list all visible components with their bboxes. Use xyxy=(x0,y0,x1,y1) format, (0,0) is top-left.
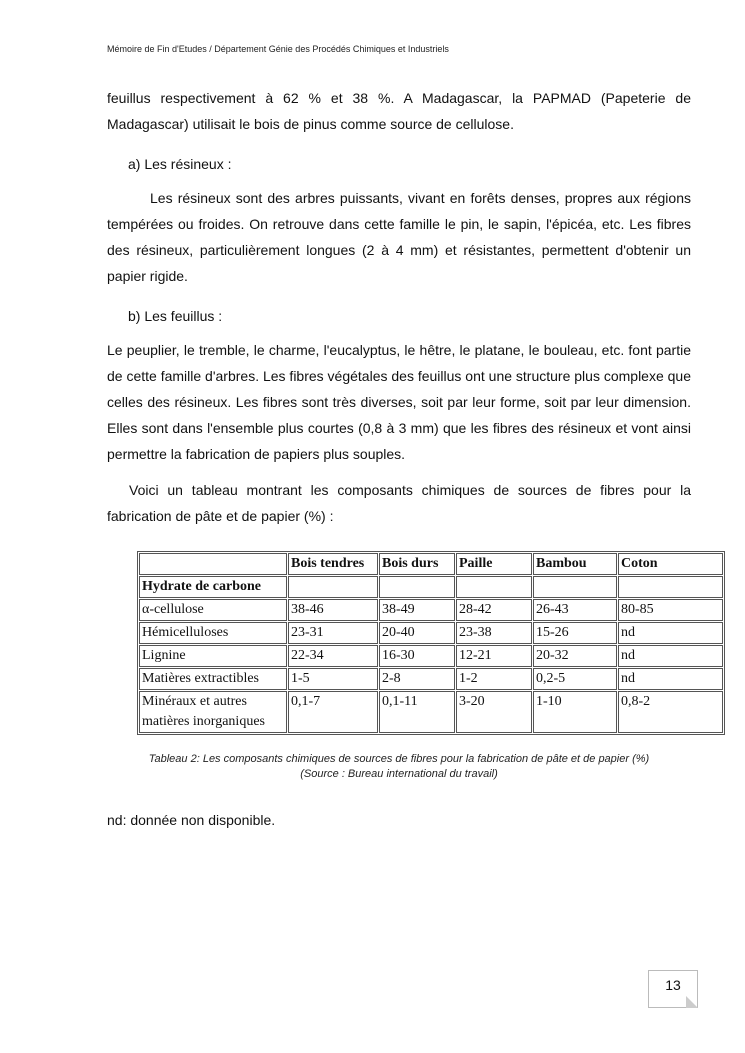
value-cell: 12-21 xyxy=(456,645,532,667)
header-cell xyxy=(139,553,287,575)
section-cell: Hydrate de carbone xyxy=(139,576,287,598)
running-header: Mémoire de Fin d'Etudes / Département Génie des Procédés Chimiques et Industriels xyxy=(107,44,449,54)
value-cell: 15-26 xyxy=(533,622,617,644)
value-cell: 20-40 xyxy=(379,622,455,644)
composition-table xyxy=(137,551,725,735)
value-cell: 1-5 xyxy=(288,668,378,690)
header-cell: Bois tendres xyxy=(288,553,378,575)
empty-cell xyxy=(379,576,455,598)
note: nd: donnée non disponible. xyxy=(107,812,276,828)
value-cell: 23-31 xyxy=(288,622,378,644)
header-cell: Bambou xyxy=(533,553,617,575)
table-caption xyxy=(107,752,691,782)
value-cell: 2-8 xyxy=(379,668,455,690)
value-cell: 16-30 xyxy=(379,645,455,667)
page-number-box xyxy=(648,970,698,1008)
table-header-row xyxy=(139,553,723,575)
header-cell: Paille xyxy=(456,553,532,575)
value-cell: 23-38 xyxy=(456,622,532,644)
table-row xyxy=(139,691,723,733)
subheading-resineux: a) Les résineux : xyxy=(128,156,232,172)
empty-cell xyxy=(533,576,617,598)
value-cell: 0,2-5 xyxy=(533,668,617,690)
empty-cell xyxy=(456,576,532,598)
caption-source: (Source : Bureau international du travail) xyxy=(300,768,498,780)
value-cell: 20-32 xyxy=(533,645,617,667)
header-cell: Coton xyxy=(618,553,723,575)
row-label: Hémicelluloses xyxy=(139,622,287,644)
table-row xyxy=(139,622,723,644)
value-cell: nd xyxy=(618,622,723,644)
caption-line: Tableau 2: Les composants chimiques de sources de fibres pour la fabrication de pâte et de papier (%) xyxy=(148,753,650,765)
empty-cell xyxy=(618,576,723,598)
value-cell: 0,1-11 xyxy=(379,691,455,733)
row-label: α-cellulose xyxy=(139,599,287,621)
value-cell: 3-20 xyxy=(456,691,532,733)
value-cell: 28-42 xyxy=(456,599,532,621)
value-cell: 1-2 xyxy=(456,668,532,690)
value-cell: 38-46 xyxy=(288,599,378,621)
value-cell: 0,1-7 xyxy=(288,691,378,733)
empty-cell xyxy=(288,576,378,598)
table-row xyxy=(139,668,723,690)
header-cell: Bois durs xyxy=(379,553,455,575)
table-section-row xyxy=(139,576,723,598)
value-cell: 0,8-2 xyxy=(618,691,723,733)
row-label: Matières extractibles xyxy=(139,668,287,690)
value-cell: 80-85 xyxy=(618,599,723,621)
subheading-feuillus: b) Les feuillus : xyxy=(128,308,223,324)
value-cell: 38-49 xyxy=(379,599,455,621)
value-cell: 22-34 xyxy=(288,645,378,667)
row-label: Lignine xyxy=(139,645,287,667)
value-cell: nd xyxy=(618,645,723,667)
table-row xyxy=(139,599,723,621)
paragraph: feuillus respectivement à 62 % et 38 %. A Madagascar, la PAPMAD (Papeterie de Madagascar) utilisait le bois de pinus comme source de cellulose. xyxy=(107,90,691,132)
paragraph: Le peuplier, le tremble, le charme, l'eucalyptus, le hêtre, le platane, le bouleau, etc. font partie de cette famille d'arbres. Les fibres végétales des feuillus ont une structure plus complexe que celles des résineux. Les fibres sont très diverses, soit par leur forme, soit par leur dimension. Elles sont dans l'ensemble plus courtes (0,8 à 3 mm) que les fibres des résineux et vont ainsi permettre la fabrication de papiers plus souples. xyxy=(107,342,691,462)
value-cell: 1-10 xyxy=(533,691,617,733)
value-cell: 26-43 xyxy=(533,599,617,621)
paragraph: Voici un tableau montrant les composants chimiques de sources de fibres pour la fabrication de pâte et de papier (%) : xyxy=(107,482,691,524)
paragraph: Les résineux sont des arbres puissants, vivant en forêts denses, propres aux régions tempérées ou froides. On retrouve dans cette famille le pin, le sapin, l'épicéa, etc. Les fibres des résineux, particulièrement longues (2 à 4 mm) et résistantes, permettent d'obtenir un papier rigide. xyxy=(107,190,691,284)
row-label: Minéraux et autres matières inorganiques xyxy=(139,691,287,733)
value-cell: nd xyxy=(618,668,723,690)
page-curl-icon xyxy=(686,996,698,1008)
table-row xyxy=(139,645,723,667)
page-number: 13 xyxy=(665,977,681,993)
